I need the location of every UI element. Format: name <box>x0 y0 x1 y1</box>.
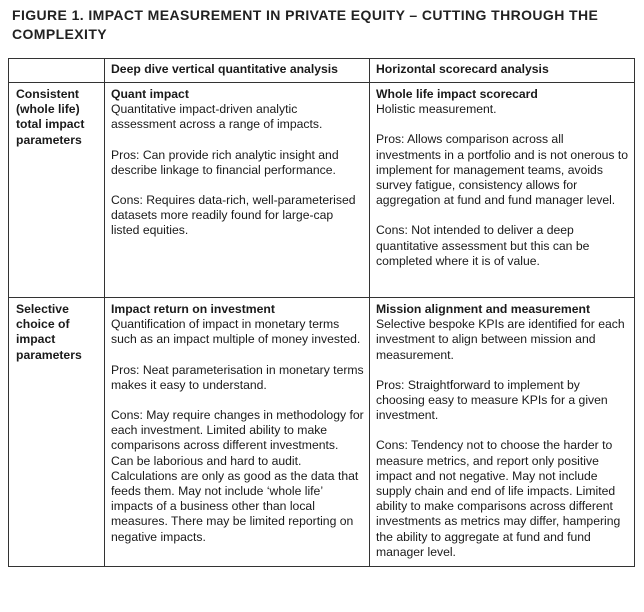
cell-cons: Cons: May require changes in methodology for each investment. Limited ability to make comparisons across different investments. Can be laborious and hard to audit. Calculations are only as good as the data that feeds them. May not include ‘whole life’ impacts of a business other than local measures. There may be limited reporting on negative impacts. <box>111 408 364 544</box>
table-header-row <box>9 59 635 83</box>
cell-pros: Pros: Allows comparison across all investments in a portfolio and is not onerous to implement for management teams, avoids survey fatigue, consistency allows for aggregation at fund and fund manager level. <box>376 132 629 208</box>
cell-description: Quantitative impact-driven analytic assessment across a range of impacts. <box>111 102 323 132</box>
impact-measurement-table <box>8 58 635 567</box>
table-row <box>9 298 635 567</box>
cell-cons: Cons: Not intended to deliver a deep quantitative assessment but this can be completed where it is of value. <box>376 223 590 268</box>
cell-description: Holistic measurement. <box>376 102 497 117</box>
row-header-selective: Selective choice of impact parameters <box>9 298 105 567</box>
cell-title: Impact return on investment <box>111 302 275 316</box>
column-header-horizontal: Horizontal scorecard analysis <box>370 59 635 83</box>
cell-cons: Cons: Requires data-rich, well-parameterised datasets more readily found for large-cap listed equities. <box>111 193 356 238</box>
cell-pros: Pros: Straightforward to implement by choosing easy to measure KPIs for a given investment. <box>376 377 608 423</box>
cell-title: Mission alignment and measurement <box>376 302 591 316</box>
cell-impact-roi <box>105 298 370 567</box>
cell-title: Whole life impact scorecard <box>376 87 538 101</box>
column-header-empty <box>9 59 105 83</box>
cell-pros: Pros: Can provide rich analytic insight and describe linkage to financial performance. <box>111 147 339 177</box>
cell-cons: Cons: Tendency not to choose the harder to measure metrics, and report only positive impact and not negative. May not include supply chain and end of life impacts. Limited ability to make comparisons across different investments as metrics may differ, hampering the ability to aggregate at fund and fund manager level. <box>376 438 621 559</box>
cell-title: Quant impact <box>111 87 189 101</box>
figure-title: FIGURE 1. IMPACT MEASUREMENT IN PRIVATE EQUITY – CUTTING THROUGH THE COMPLEXITY <box>12 7 599 42</box>
table-row <box>9 83 635 298</box>
cell-description: Selective bespoke KPIs are identified for each investment to align between mission and measurement. <box>376 317 625 362</box>
row-header-consistent: Consistent (whole life) total impact parameters <box>9 83 105 298</box>
cell-quant-impact <box>105 83 370 298</box>
cell-pros: Pros: Neat parameterisation in monetary terms makes it easy to understand. <box>111 362 364 392</box>
cell-whole-life-scorecard <box>370 83 635 298</box>
cell-description: Quantification of impact in monetary terms such as an impact multiple of money invested. <box>111 317 361 347</box>
cell-mission-alignment <box>370 298 635 567</box>
column-header-vertical: Deep dive vertical quantitative analysis <box>105 59 370 83</box>
